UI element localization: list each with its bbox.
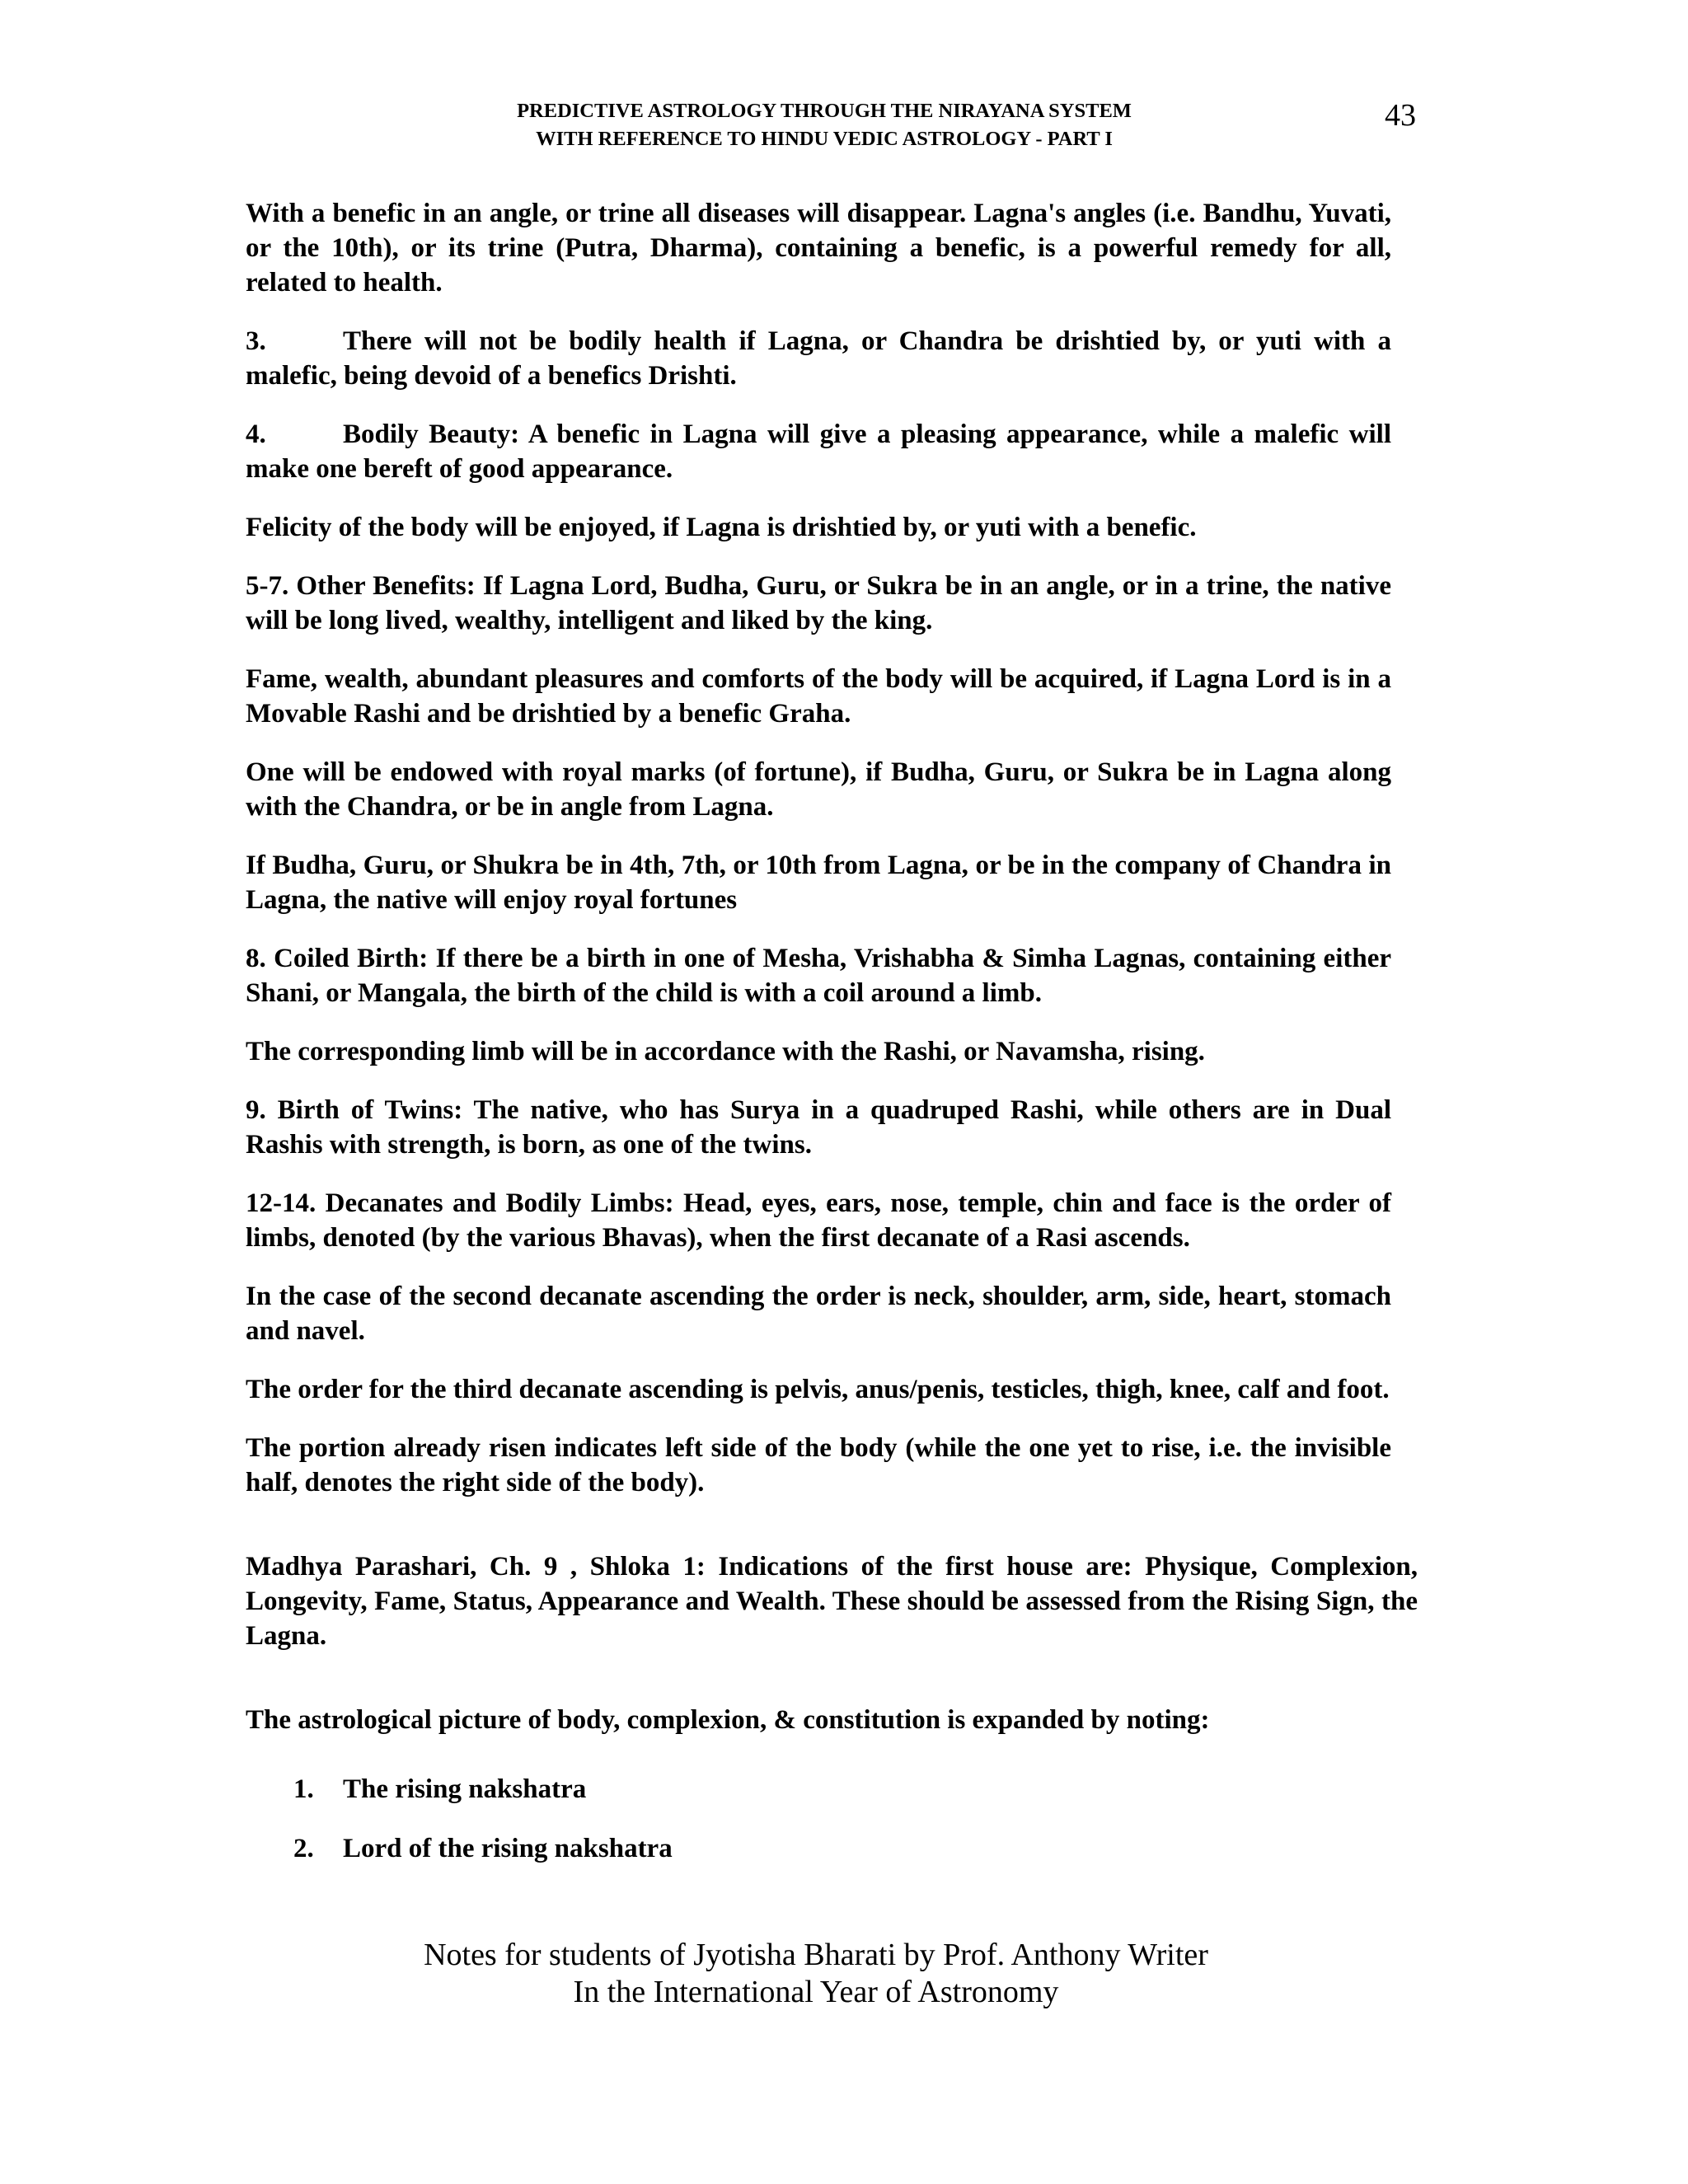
paragraph-felicity: Felicity of the body will be enjoyed, if Lagna is drishtied by, or yuti with a benefic. <box>246 513 1197 542</box>
paragraph-corresponding-limb: The corresponding limb will be in accordance with the Rashi, or Navamsha, rising. <box>246 1037 1205 1066</box>
paragraph-royal-fortunes: If Budha, Guru, or Shukra be in 4th, 7th, or 10th from Lagna, or be in the company of Chandra in Lagna, the native will enjoy royal fortunes <box>246 851 1391 915</box>
paragraph-8-coiled-birth: 8. Coiled Birth: If there be a birth in one of Mesha, Vrishabha & Simha Lagnas, containing either Shani, or Mangala, the birth of the child is with a coil around a limb. <box>246 944 1391 1008</box>
list-item-number: 1. <box>293 1774 314 1804</box>
page-footer <box>247 1937 1385 2011</box>
item-text: There will not be bodily health if Lagna, or Chandra be drishtied by, or yuti with a malefic, being devoid of a benefics Drishti. <box>246 326 1391 391</box>
paragraph-benefic-angle: With a benefic in an angle, or trine all diseases will disappear. Lagna's angles (i.e. Bandhu, Yuvati, or the 10th), or its trine (Putra, Dharma), containing a benefic, is a powerful remedy for all, related to health. <box>246 199 1391 298</box>
list-item-text: The rising nakshatra <box>343 1774 587 1804</box>
paragraph-portion-risen: The portion already risen indicates left side of the body (while the one yet to rise, i.e. the invisible half, denotes the right side of the body). <box>246 1433 1391 1497</box>
paragraph-third-decanate: The order for the third decanate ascending is pelvis, anus/penis, testicles, thigh, knee, calf and foot. <box>246 1375 1390 1404</box>
list-item <box>293 1772 1391 1807</box>
paragraph-12-14-decanates: 12-14. Decanates and Bodily Limbs: Head, eyes, ears, nose, temple, chin and face is the order of limbs, denoted (by the various Bhavas), when the first decanate of a Rasi ascends. <box>246 1188 1391 1253</box>
list-item-text: Lord of the rising nakshatra <box>343 1834 673 1863</box>
list-item <box>293 1831 1391 1866</box>
paragraph-9-birth-of-twins: 9. Birth of Twins: The native, who has Surya in a quadruped Rashi, while others are in Dual Rashis with strength, is born, as one of the twins. <box>246 1095 1391 1160</box>
footer-line-2: In the International Year of Astronomy <box>573 1975 1059 2009</box>
paragraph-3-bodily-health <box>246 324 1391 393</box>
item-number: 4. <box>246 419 266 449</box>
running-head <box>247 97 1401 153</box>
paragraph-second-decanate: In the case of the second decanate ascending the order is neck, shoulder, arm, side, heart, stomach and navel. <box>246 1282 1391 1346</box>
item-text: Bodily Beauty: A benefic in Lagna will give a pleasing appearance, while a malefic will make one bereft of good appearance. <box>246 419 1391 484</box>
page-number: 43 <box>1385 98 1416 133</box>
paragraph-astrological-picture: The astrological picture of body, complexion, & constitution is expanded by noting: <box>246 1705 1210 1735</box>
running-head-line-2: WITH REFERENCE TO HINDU VEDIC ASTROLOGY - PART I <box>536 128 1113 150</box>
paragraph-madhya-parashari: Madhya Parashari, Ch. 9 , Shloka 1: Indications of the first house are: Physique, Complexion, Longevity, Fame, Status, Appearance and Wealth. These should be assessed from the Rising Sign, the Lagna. <box>246 1552 1418 1651</box>
paragraph-5-7-other-benefits: 5-7. Other Benefits: If Lagna Lord, Budha, Guru, or Sukra be in an angle, or in a trine, the native will be long lived, wealthy, intelligent and liked by the king. <box>246 571 1391 635</box>
paragraph-4-bodily-beauty <box>246 417 1391 486</box>
item-number: 3. <box>246 326 266 356</box>
paragraph-fame-wealth: Fame, wealth, abundant pleasures and comforts of the body will be acquired, if Lagna Lord is in a Movable Rashi and be drishtied by a benefic Graha. <box>246 664 1391 729</box>
body-text <box>246 196 1418 1891</box>
list-item-number: 2. <box>293 1834 314 1863</box>
numbered-list <box>246 1772 1391 1866</box>
running-head-line-1: PREDICTIVE ASTROLOGY THROUGH THE NIRAYANA SYSTEM <box>517 100 1132 122</box>
paragraph-royal-marks: One will be endowed with royal marks (of fortune), if Budha, Guru, or Sukra be in Lagna along with the Chandra, or be in angle from Lagna. <box>246 757 1391 822</box>
footer-line-1: Notes for students of Jyotisha Bharati by Prof. Anthony Writer <box>424 1938 1208 1972</box>
